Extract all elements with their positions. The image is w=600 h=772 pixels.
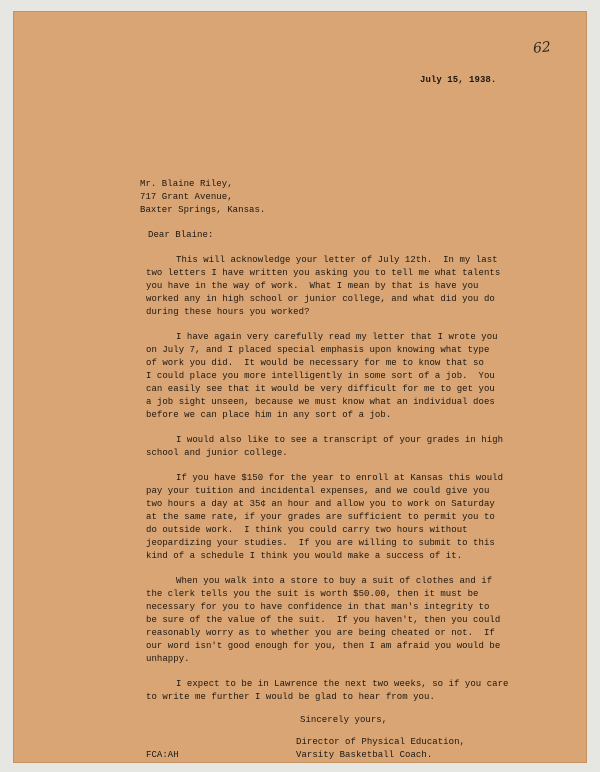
typist-initials: FCA:AH: [146, 750, 179, 760]
body-line: a job sight unseen, because we must know what an individual does: [146, 397, 495, 407]
body-line: can easily see that it would be very difficult for me to get you: [146, 384, 495, 394]
body-line: school and junior college.: [146, 448, 288, 458]
recipient-line: Mr. Blaine Riley,: [140, 179, 233, 189]
body-line: two hours a day at 35¢ an hour and allow you to work on Saturday: [146, 499, 495, 509]
body-line: unhappy.: [146, 654, 190, 664]
body-line: I could place you more intelligently in some sort of a job. You: [146, 371, 495, 381]
signature-title: Director of Physical Education,: [296, 737, 465, 747]
body-line: reasonably worry as to whether you are being cheated or not. If: [146, 628, 495, 638]
body-line: to write me further I would be glad to hear from you.: [146, 692, 435, 702]
body-line: worked any in high school or junior college, and what did you do: [146, 294, 495, 304]
body-line: I have again very carefully read my letter that I wrote you: [176, 332, 498, 342]
salutation: Dear Blaine:: [148, 230, 214, 240]
body-line: before we can place him in any sort of a job.: [146, 410, 392, 420]
body-line: If you have $150 for the year to enroll at Kansas this would: [176, 473, 504, 483]
body-line: the clerk tells you the suit is worth $50.00, then it must be: [146, 589, 479, 599]
letter-date: July 15, 1938.: [420, 75, 497, 85]
body-line: do outside work. I think you could carry two hours without: [146, 525, 468, 535]
body-line: kind of a schedule I think you would make a success of it.: [146, 551, 463, 561]
body-line: two letters I have written you asking you to tell me what talents: [146, 268, 501, 278]
recipient-line: 717 Grant Avenue,: [140, 192, 233, 202]
body-line: I expect to be in Lawrence the next two weeks, so if you care: [176, 679, 509, 689]
signature-title: Varsity Basketball Coach.: [296, 750, 433, 760]
body-line: you have in the way of work. What I mean by that is have you: [146, 281, 479, 291]
body-line: pay your tuition and incidental expenses, and we could give you: [146, 486, 490, 496]
body-line: during these hours you worked?: [146, 307, 310, 317]
body-line: This will acknowledge your letter of July 12th. In my last: [176, 255, 498, 265]
body-line: of work you did. It would be necessary for me to know that so: [146, 358, 484, 368]
body-line: at the same rate, if your grades are sufficient to permit you to: [146, 512, 495, 522]
closing: Sincerely yours,: [300, 715, 388, 725]
body-line: our word isn't good enough for you, then I am afraid you would be: [146, 641, 501, 651]
body-line: I would also like to see a transcript of your grades in high: [176, 435, 504, 445]
body-line: be sure of the value of the suit. If you haven't, then you could: [146, 615, 501, 625]
body-line: on July 7, and I placed special emphasis upon knowing what type: [146, 345, 490, 355]
recipient-line: Baxter Springs, Kansas.: [140, 205, 266, 215]
body-line: When you walk into a store to buy a suit of clothes and if: [176, 576, 493, 586]
handwritten-page-number: 62: [532, 39, 552, 57]
body-line: jeopardizing your studies. If you are willing to submit to this: [146, 538, 495, 548]
body-line: necessary for you to have confidence in that man's integrity to: [146, 602, 490, 612]
